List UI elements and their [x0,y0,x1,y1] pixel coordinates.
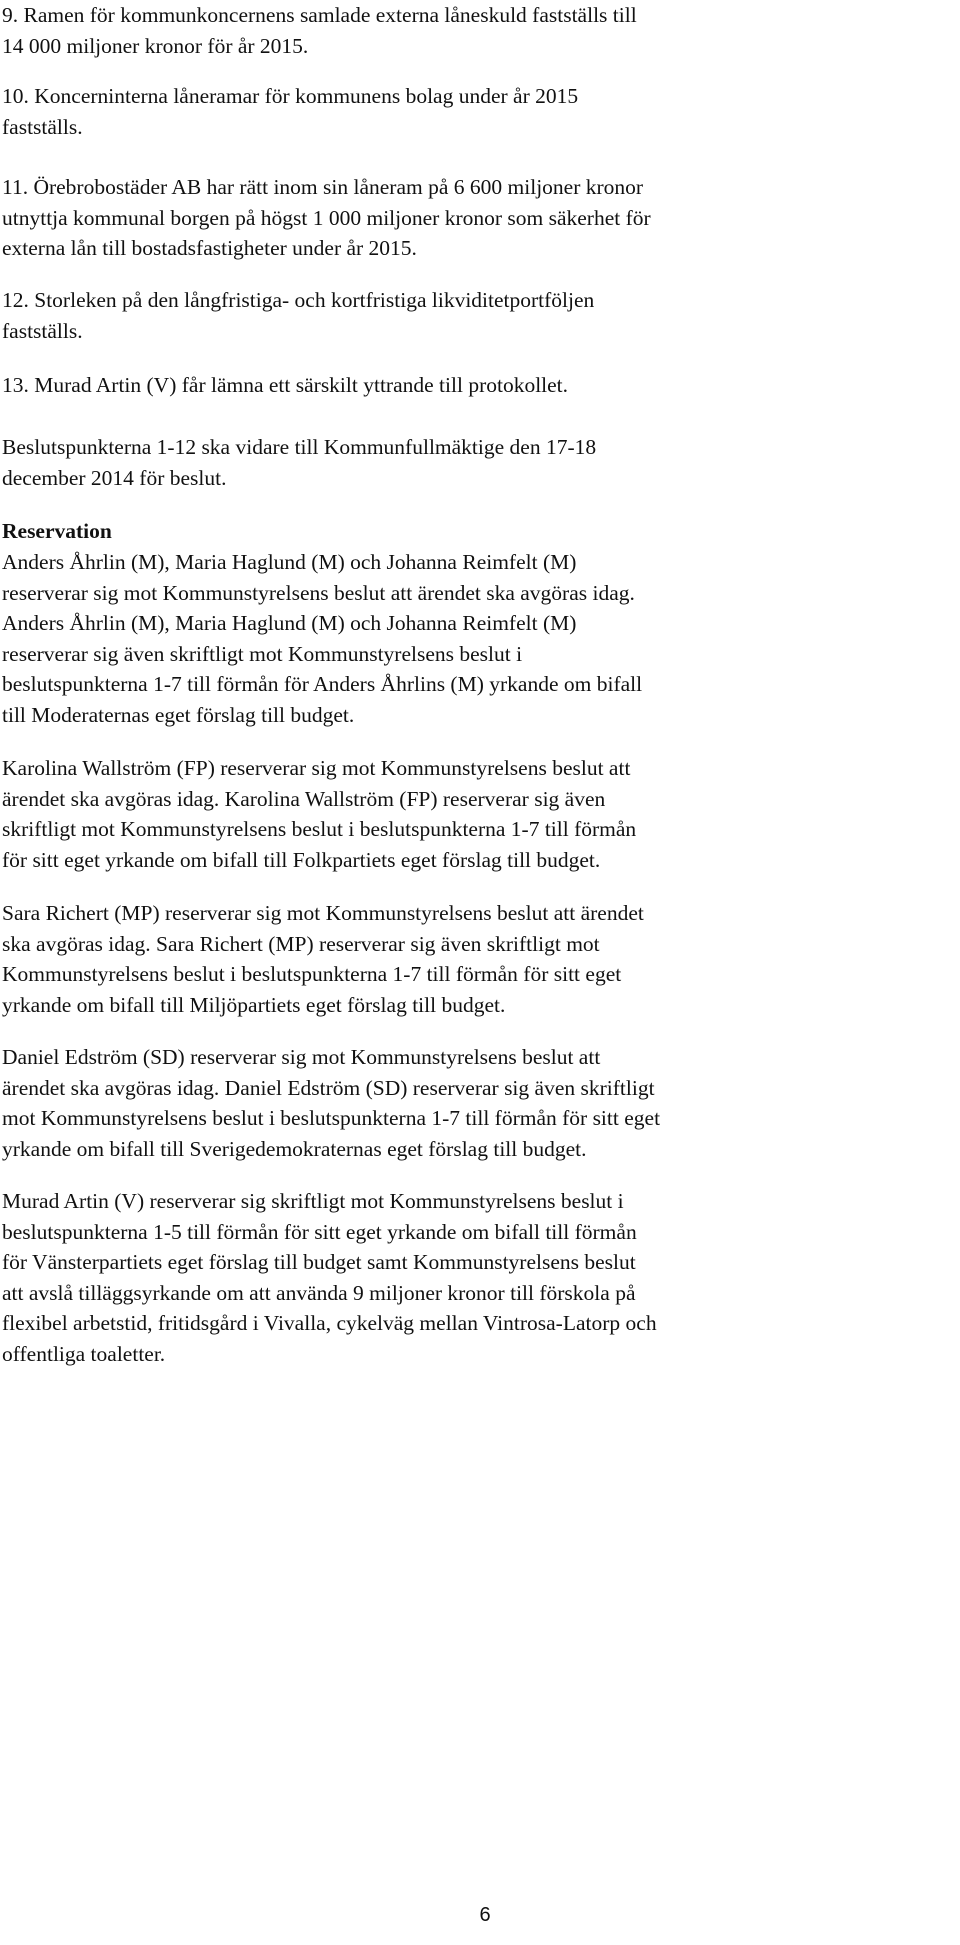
reservation-sverigedemokraterna: Daniel Edström (SD) reserverar sig mot Kommunstyrelsens beslut att ärendet ska avgöras idag. Daniel Edström (SD) reserverar sig även skriftligt mot Kommunstyrelsens beslut i beslutspunkterna 1-7 till förmån för sitt eget yrkande om bifall till Sverigedemokraternas eget förslag till budget. [2,1045,661,1161]
decision-item-9: 9. Ramen för kommunkoncernens samlade externa låneskuld fastställs till 14 000 miljoner kronor för år 2015. [2,3,637,58]
decision-note: Beslutspunkterna 1-12 ska vidare till Kommunfullmäktige den 17-18 december 2014 för beslut. [2,435,597,490]
reservation-miljopartiet: Sara Richert (MP) reserverar sig mot Kommunstyrelsens beslut att ärendet ska avgöras idag. Sara Richert (MP) reserverar sig även skriftligt mot Kommunstyrelsens beslut i beslutspunkterna 1-7 till förmån för sitt eget yrkande om bifall till Miljöpartiets eget förslag till budget. [2,901,644,1017]
reservation-vansterpartiet: Murad Artin (V) reserverar sig skriftligt mot Kommunstyrelsens beslut i beslutspunkterna 1-5 till förmån för sitt eget yrkande om bifall till förmån för Vänsterpartiets eget förslag till budget samt Kommunstyrelsens beslut att avslå tilläggsyrkande om att använda 9 miljoner kronor till förskola på flexibel arbetstid, fritidsgård i Vivalla, cykelväg mellan Vintrosa-Latorp och offentliga toaletter. [2,1189,657,1366]
decision-item-10: 10. Koncerninterna låneramar för kommunens bolag under år 2015 fastställs. [2,84,579,139]
page-number: 6 [479,1904,491,1926]
decision-item-12: 12. Storleken på den långfristiga- och kortfristiga likviditetportföljen fastställs. [2,288,595,343]
decision-item-11: 11. Örebrobostäder AB har rätt inom sin låneram på 6 600 miljoner kronor utnyttja kommunal borgen på högst 1 000 miljoner kronor som säkerhet för externa lån till bostadsfastigheter under år 2015. [2,175,651,260]
reservation-heading: Reservation [2,519,112,543]
decision-item-13: 13. Murad Artin (V) får lämna ett särskilt yttrande till protokollet. [2,373,569,397]
reservation-folkpartiet: Karolina Wallström (FP) reserverar sig mot Kommunstyrelsens beslut att ärendet ska avgöras idag. Karolina Wallström (FP) reserverar sig även skriftligt mot Kommunstyrelsens beslut i beslutspunkterna 1-7 till förmån för sitt eget yrkande om bifall till Folkpartiets eget förslag till budget. [2,756,637,872]
reservation-moderaterna: Anders Åhrlin (M), Maria Haglund (M) och Johanna Reimfelt (M) reserverar sig mot Kommunstyrelsens beslut att ärendet ska avgöras idag. Anders Åhrlin (M), Maria Haglund (M) och Johanna Reimfelt (M) reserverar sig även skriftligt mot Kommunstyrelsens beslut i beslutspunkterna 1-7 till förmån för Anders Åhrlins (M) yrkande om bifall till Moderaternas eget förslag till budget. [2,550,643,727]
